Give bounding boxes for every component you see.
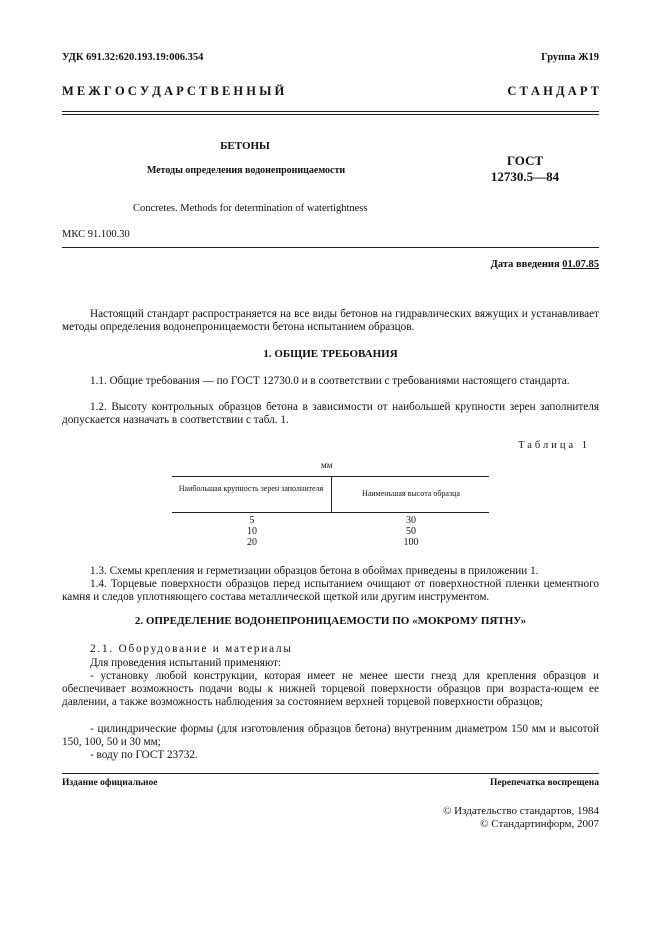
header-rule-thin (62, 114, 599, 115)
para-1-2: 1.2. Высоту контрольных образцов бетона в зависимости от наибольшей крупности зерен заполнителя допускается назначать в соответствии с табл. 1. (62, 401, 599, 426)
banner-word-interstate: М Е Ж Г О С У Д А Р С Т В Е Н Н Ы Й (62, 84, 285, 98)
document-title: БЕТОНЫ (220, 140, 270, 152)
table-cell: 100 (403, 537, 419, 548)
gost-code: 12730.5—84 (490, 169, 560, 184)
section2-heading: 2. ОПРЕДЕЛЕНИЕ ВОДОНЕПРОНИЦАЕМОСТИ ПО «МОКРОМУ ПЯТНУ» (134, 615, 527, 627)
title-rule (62, 247, 599, 248)
table-header-min-height: Наименьшая высота образца (362, 489, 460, 498)
table-column-divider (331, 476, 332, 512)
para-2-1-a: - установку любой конструкции, которая имеет не менее шести гнезд для крепления образцов и обеспечивает возможность подачи воды к нижней торцевой поверхности образцов при возраста-ющем ее давлении, а также возможность наблюдения за состоянием верхней торцевой поверхности образцов; (62, 670, 599, 708)
section1-heading: 1. ОБЩИЕ ТРЕБОВАНИЯ (263, 348, 398, 360)
table-header-rule (172, 512, 489, 513)
gost-number (470, 153, 580, 185)
banner-word-standard: С Т А Н Д А Р Т (507, 84, 599, 98)
table-header-grain-size: Наибольшая крупность зерен заполнителя (178, 484, 324, 493)
copyright-1: © Издательство стандартов, 1984 (443, 805, 599, 817)
table-cell: 10 (247, 526, 257, 537)
group-code: Группа Ж19 (541, 52, 599, 63)
standard-banner (62, 84, 599, 99)
para-1-3: 1.3. Схемы крепления и герметизации образцов бетона в обоймах приведены в приложении 1. (90, 565, 539, 577)
footer-rule (62, 773, 599, 774)
copyright-2: © Стандартинформ, 2007 (480, 818, 599, 830)
document-subtitle: Методы определения водонепроницаемости (146, 165, 346, 176)
official-edition: Издание официальное (62, 778, 158, 788)
header-rule-thick (62, 111, 599, 112)
para-2-1-b: - цилиндрические формы (для изготовления образцов бетона) внутренним диаметром 150 мм и высотой 150, 100, 50 и 30 мм; (62, 723, 599, 748)
table-cell: 20 (247, 537, 257, 548)
intro-paragraph: Настоящий стандарт распространяется на все виды бетонов на гидравлических вяжущих и устанавливает методы определения водонепроницаемости бетона испытанием образцов. (62, 308, 599, 333)
para-2-1: 2.1. Оборудование и материалы (90, 643, 293, 655)
date-label: Дата введения (490, 259, 563, 270)
udk-code: УДК 691.32:620.193.19:006.354 (62, 52, 204, 63)
table-cell: 50 (406, 526, 416, 537)
table-caption: Таблица 1 (518, 440, 590, 451)
table-unit: мм (321, 460, 333, 470)
mks-code: МКС 91.100.30 (62, 229, 130, 240)
para-1-4: 1.4. Торцевые поверхности образцов перед испытанием очищают от поверхностной пленки цементного камня и следов уплотняющего состава металлической щеткой или другим инструментом. (62, 578, 599, 603)
table-cell: 5 (249, 515, 255, 526)
gost-label: ГОСТ (506, 153, 544, 168)
date-value: 01.07.85 (562, 259, 599, 270)
reprint-forbidden: Перепечатка воспрещена (489, 778, 599, 788)
english-title: Concretes. Methods for determination of watertightness (133, 203, 368, 214)
table-cell: 30 (406, 515, 416, 526)
para-1-1: 1.1. Общие требования — по ГОСТ 12730.0 и в соответствии с требованиями настоящего стандарта. (90, 375, 570, 387)
para-2-1-intro: Для проведения испытаний применяют: (90, 657, 282, 669)
effective-date (491, 259, 599, 270)
para-2-1-c: - воду по ГОСТ 23732. (90, 749, 198, 761)
